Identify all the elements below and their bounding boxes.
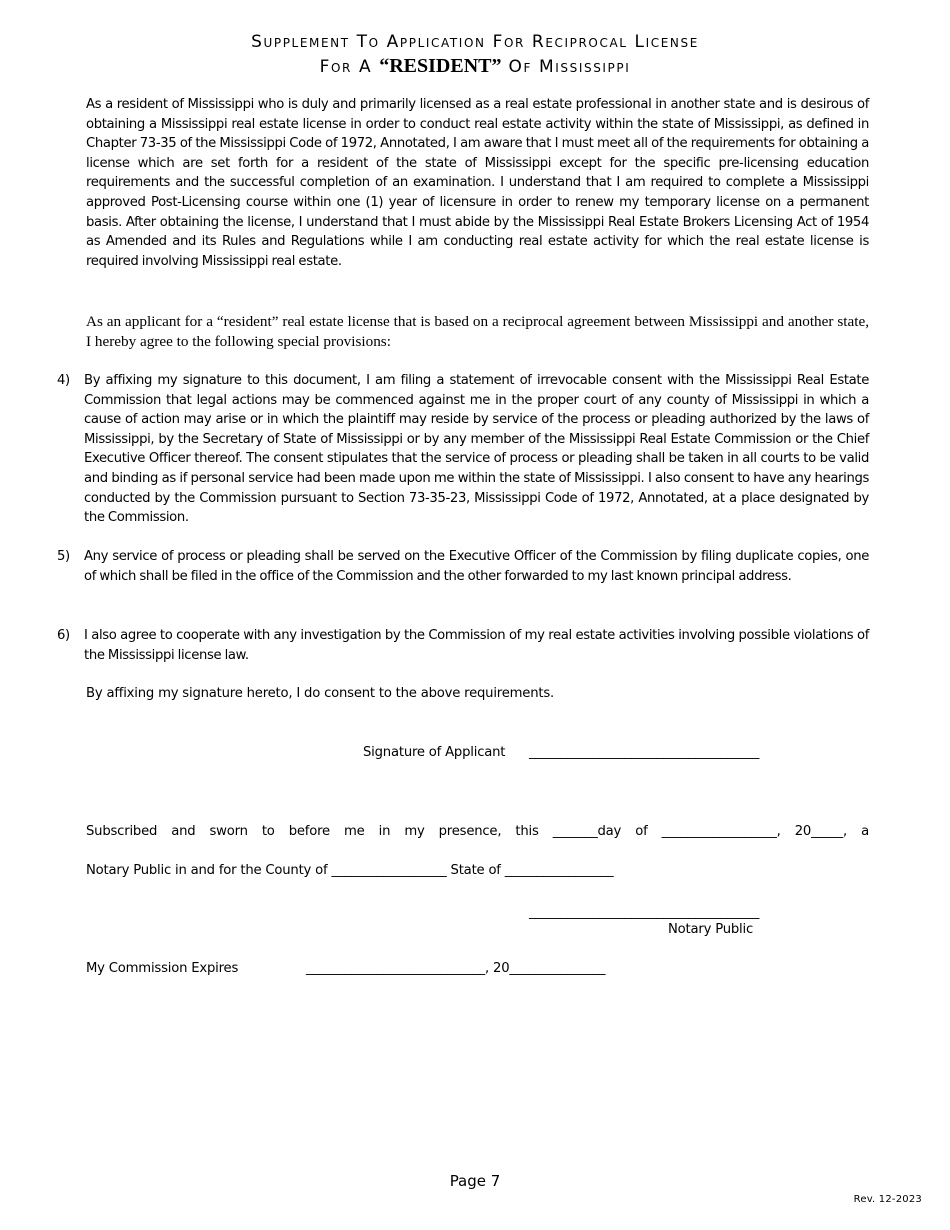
provision-number: 6) — [57, 628, 70, 643]
page-number: Page 7 — [449, 1172, 501, 1190]
consent-statement: By affixing my signature hereto, I do consent to the above requirements. — [86, 686, 554, 701]
intro-paragraph-2-text: As an applicant for a “resident” real estate license that is based on a reciprocal agreement between Mississippi and another state, I hereby agree to the following special provisions: — [86, 313, 869, 350]
provision-text: Any service of process or pleading shall be served on the Executive Officer of the Commission by filing duplicate copies, one of which shall be filed in the office of the Commission and the other forwarded to my last known principal address. — [84, 549, 869, 584]
provision-6-text — [84, 626, 869, 665]
title-prefix: For A — [319, 57, 373, 77]
title-suffix: Of Mississippi — [508, 57, 631, 77]
notary-county-line[interactable]: Notary Public in and for the County of __________________ State of _________________ — [86, 863, 614, 878]
applicant-signature-line[interactable]: ____________________________________ — [529, 745, 760, 760]
sworn-statement-line[interactable]: Subscribed and sworn to before me in my presence, this _______day of __________________, 20_____, a — [86, 824, 869, 839]
notary-signature-line[interactable]: ____________________________________ — [529, 905, 760, 920]
title-bold-resident: “RESIDENT” — [379, 55, 502, 77]
provision-number: 5) — [57, 549, 70, 564]
document-title-line-1 — [0, 30, 950, 53]
notary-public-label: Notary Public — [668, 922, 754, 937]
provision-text: By affixing my signature to this document, I am filing a statement of irrevocable consent with the Mississippi Real Estate Commission that legal actions may be commenced against me in the proper court of any county of Mississippi in which a cause of action may arise or in which the plaintiff may reside by service of the process or pleading authorized by the laws of Mississippi, by the Secretary of State of Mississippi or by any member of the Mississippi Real Estate Commission or the Chief Executive Officer thereof. The consent stipulates that the service of process or pleading shall be taken in all courts to be valid and binding as if personal service had been made upon me within the state of Mississippi. I also consent to have any hearings conducted by the Commission pursuant to Section 73-35-23, Mississippi Code of 1972, Annotated, at a place designated by the Commission. — [84, 373, 869, 526]
revision-label: Rev. 12-2023 — [853, 1194, 922, 1205]
provision-4-text — [84, 371, 869, 528]
intro-paragraph-1: As a resident of Mississippi who is duly and primarily licensed as a real estate professional in another state and is desirous of obtaining a Mississippi real estate license in order to conduct real estate activity within the state of Mississippi, as defined in Chapter 73-35 of the Mississippi Code of 1972, Annotated, I am aware that I must meet all of the requirements for obtaining a license which are set forth for a resident of the state of Mississippi except for the specific pre-licensing education requirements and the successful completion of an examination. I understand that I am required to complete a Mississippi approved Post-Licensing course within one (1) year of licensure in order to renew my temporary license on a permanent basis. After obtaining the license, I understand that I must abide by the Mississippi Real Estate Brokers Licensing Act of 1954 as Amended and its Rules and Regulations while I am conducting real estate activity for which the real estate license is required involving Mississippi real estate. — [86, 97, 869, 269]
intro-paragraph-2 — [86, 312, 869, 351]
signature-label: Signature of Applicant — [363, 745, 506, 760]
commission-expires-label: My Commission Expires — [86, 961, 239, 976]
title-text: Supplement To Application For Reciprocal License — [251, 32, 699, 52]
provision-number: 4) — [57, 373, 70, 388]
document-title-line-2 — [0, 55, 950, 78]
provision-text: I also agree to cooperate with any investigation by the Commission of my real estate activities involving possible violations of the Mississippi license law. — [84, 628, 869, 663]
commission-expires-line[interactable]: ____________________________, 20_______________ — [306, 961, 606, 976]
provision-5-text — [84, 547, 869, 586]
